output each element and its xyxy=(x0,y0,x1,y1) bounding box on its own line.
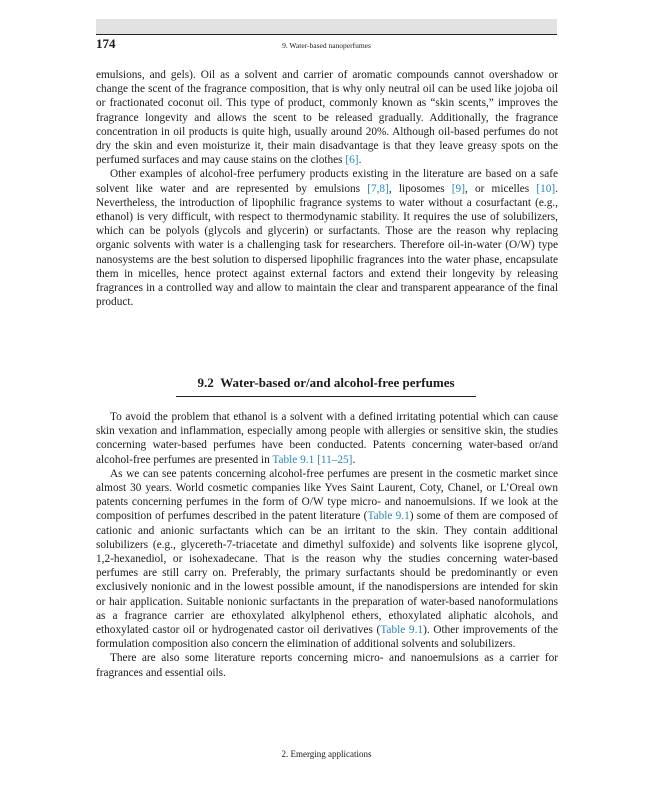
text-run: . xyxy=(358,154,362,167)
text-run: ) some of them are composed of cationic and anionic surfactants which can be an irritant to the skin. They contain additional solubilizers (e.g., glycereth-7-triacetate and dimethyl sulfoxide) and solvents like isoprene glycol, 1,2-hexanediol, or isohexadecane. That is the reason why the studies concerning water-based perfumes are still carry on. Preferably, the primary surfactants should be predominantly or even exclusively nonionic and in the lowest possible amount, if the nanodispersions are intended for skin or hair application. Suitable nonionic surfactants in the preparation of water-based nanoformulations as a fragrance carrier are ethoxylated alkylphenol ethers, ethoxylated aliphatic alcohols, and ethoxylated castor oil or hydrogenated castor oil derivatives ( xyxy=(96,510,559,637)
text-run: , or micelles xyxy=(464,182,537,195)
table-link[interactable]: Table 9.1 xyxy=(380,624,424,637)
section-number: 9.2 xyxy=(197,375,214,390)
running-head: 9. Water-based nanoperfumes xyxy=(282,41,371,50)
text-run: . Nevertheless, the introduction of lipophilic fragrance systems to water without a cosurfactant (e.g., ethanol) is very difficult, with respect to thermodynamic stability. It requires the use of solubilizers, which can be polyols (glycols and glycerin) or surfactants. Those are the reason why replacing organic solvents with water is a challenging task for researchers. Therefore oil-in-water (O/W) type nanosystems are the best solution to dispersed lipophilic fragrances into the water phase, encapsulate them in micelles, hence protect against external factors and extend their longevity by releasing fragrances in a controlled way and allow to maintain the clear and transparent appearance of the final product. xyxy=(96,182,558,309)
text-run: To avoid the problem that ethanol is a solvent with a defined irritating potential which can cause skin vexation and inflammation, especially among people with allergies or sensitive skin, the studies concerning water-based perfumes have been conducted. Patents concerning water-based or/and alcohol-free perfumes are presented in xyxy=(96,411,558,466)
section-heading xyxy=(176,375,476,397)
section-title: Water-based or/and alcohol-free perfumes xyxy=(220,375,455,390)
citation-link[interactable]: [7,8] xyxy=(367,182,389,195)
page-number: 174 xyxy=(96,36,116,51)
citation-link[interactable]: [10] xyxy=(536,182,556,195)
paragraph xyxy=(96,467,558,652)
text-run: . xyxy=(352,453,356,466)
paragraph xyxy=(96,410,558,467)
text-run: emulsions, and gels). Oil as a solvent and carrier of aromatic compounds cannot overshadow or change the scent of the fragrance composition, that is why only neutral oil can be used like jojoba oil or fractionated coconut oil. This type of product, commonly known as “skin scents,” improves the fragrance longevity and allows the scent to be released gradually. Additionally, the fragrance concentration in oil products is quite high, usually around 20%. Although oil-based perfumes do not dry the skin and even moisturize it, their main disadvantage is that they leave greasy spots on the perfumed surfaces and may cause stains on the clothes xyxy=(96,69,558,167)
text-run: ). Other improvements of the formulation composition also concern the elimination of additional solvents and solubilizers. xyxy=(96,624,559,651)
paragraph xyxy=(96,68,558,167)
body-text-block-1 xyxy=(96,68,558,309)
citation-link[interactable]: [6] xyxy=(345,154,359,167)
text-run: , liposomes xyxy=(388,182,452,195)
body-text-block-2 xyxy=(96,410,558,680)
header-band xyxy=(96,19,557,34)
table-link[interactable]: Table 9.1 xyxy=(367,510,410,523)
paragraph xyxy=(96,651,558,679)
header-rule xyxy=(96,34,557,35)
citation-link[interactable]: [9] xyxy=(451,182,465,195)
text-run: As we can see patents concerning alcohol-free perfumes are present in the cosmetic market since almost 30 years. World cosmetic companies like Yves Saint Laurent, Coty, Chanel, or L’Oreal own patents concerning perfumes in the form of O/W type micro- and nanoemulsions. If we look at the composition of perfumes described in the patent literature ( xyxy=(96,467,558,523)
footer-part-title: 2. Emerging applications xyxy=(281,749,372,759)
paragraph xyxy=(96,167,558,309)
citation-link[interactable]: [11–25] xyxy=(317,453,353,466)
text-run: There are also some literature reports concerning micro- and nanoemulsions as a carrier for fragrances and essential oils. xyxy=(96,652,558,679)
table-link[interactable]: Table 9.1 xyxy=(272,453,315,466)
text-run: Other examples of alcohol-free perfumery products existing in the literature are based on a safe solvent like water and are represented by emulsions xyxy=(96,168,558,195)
